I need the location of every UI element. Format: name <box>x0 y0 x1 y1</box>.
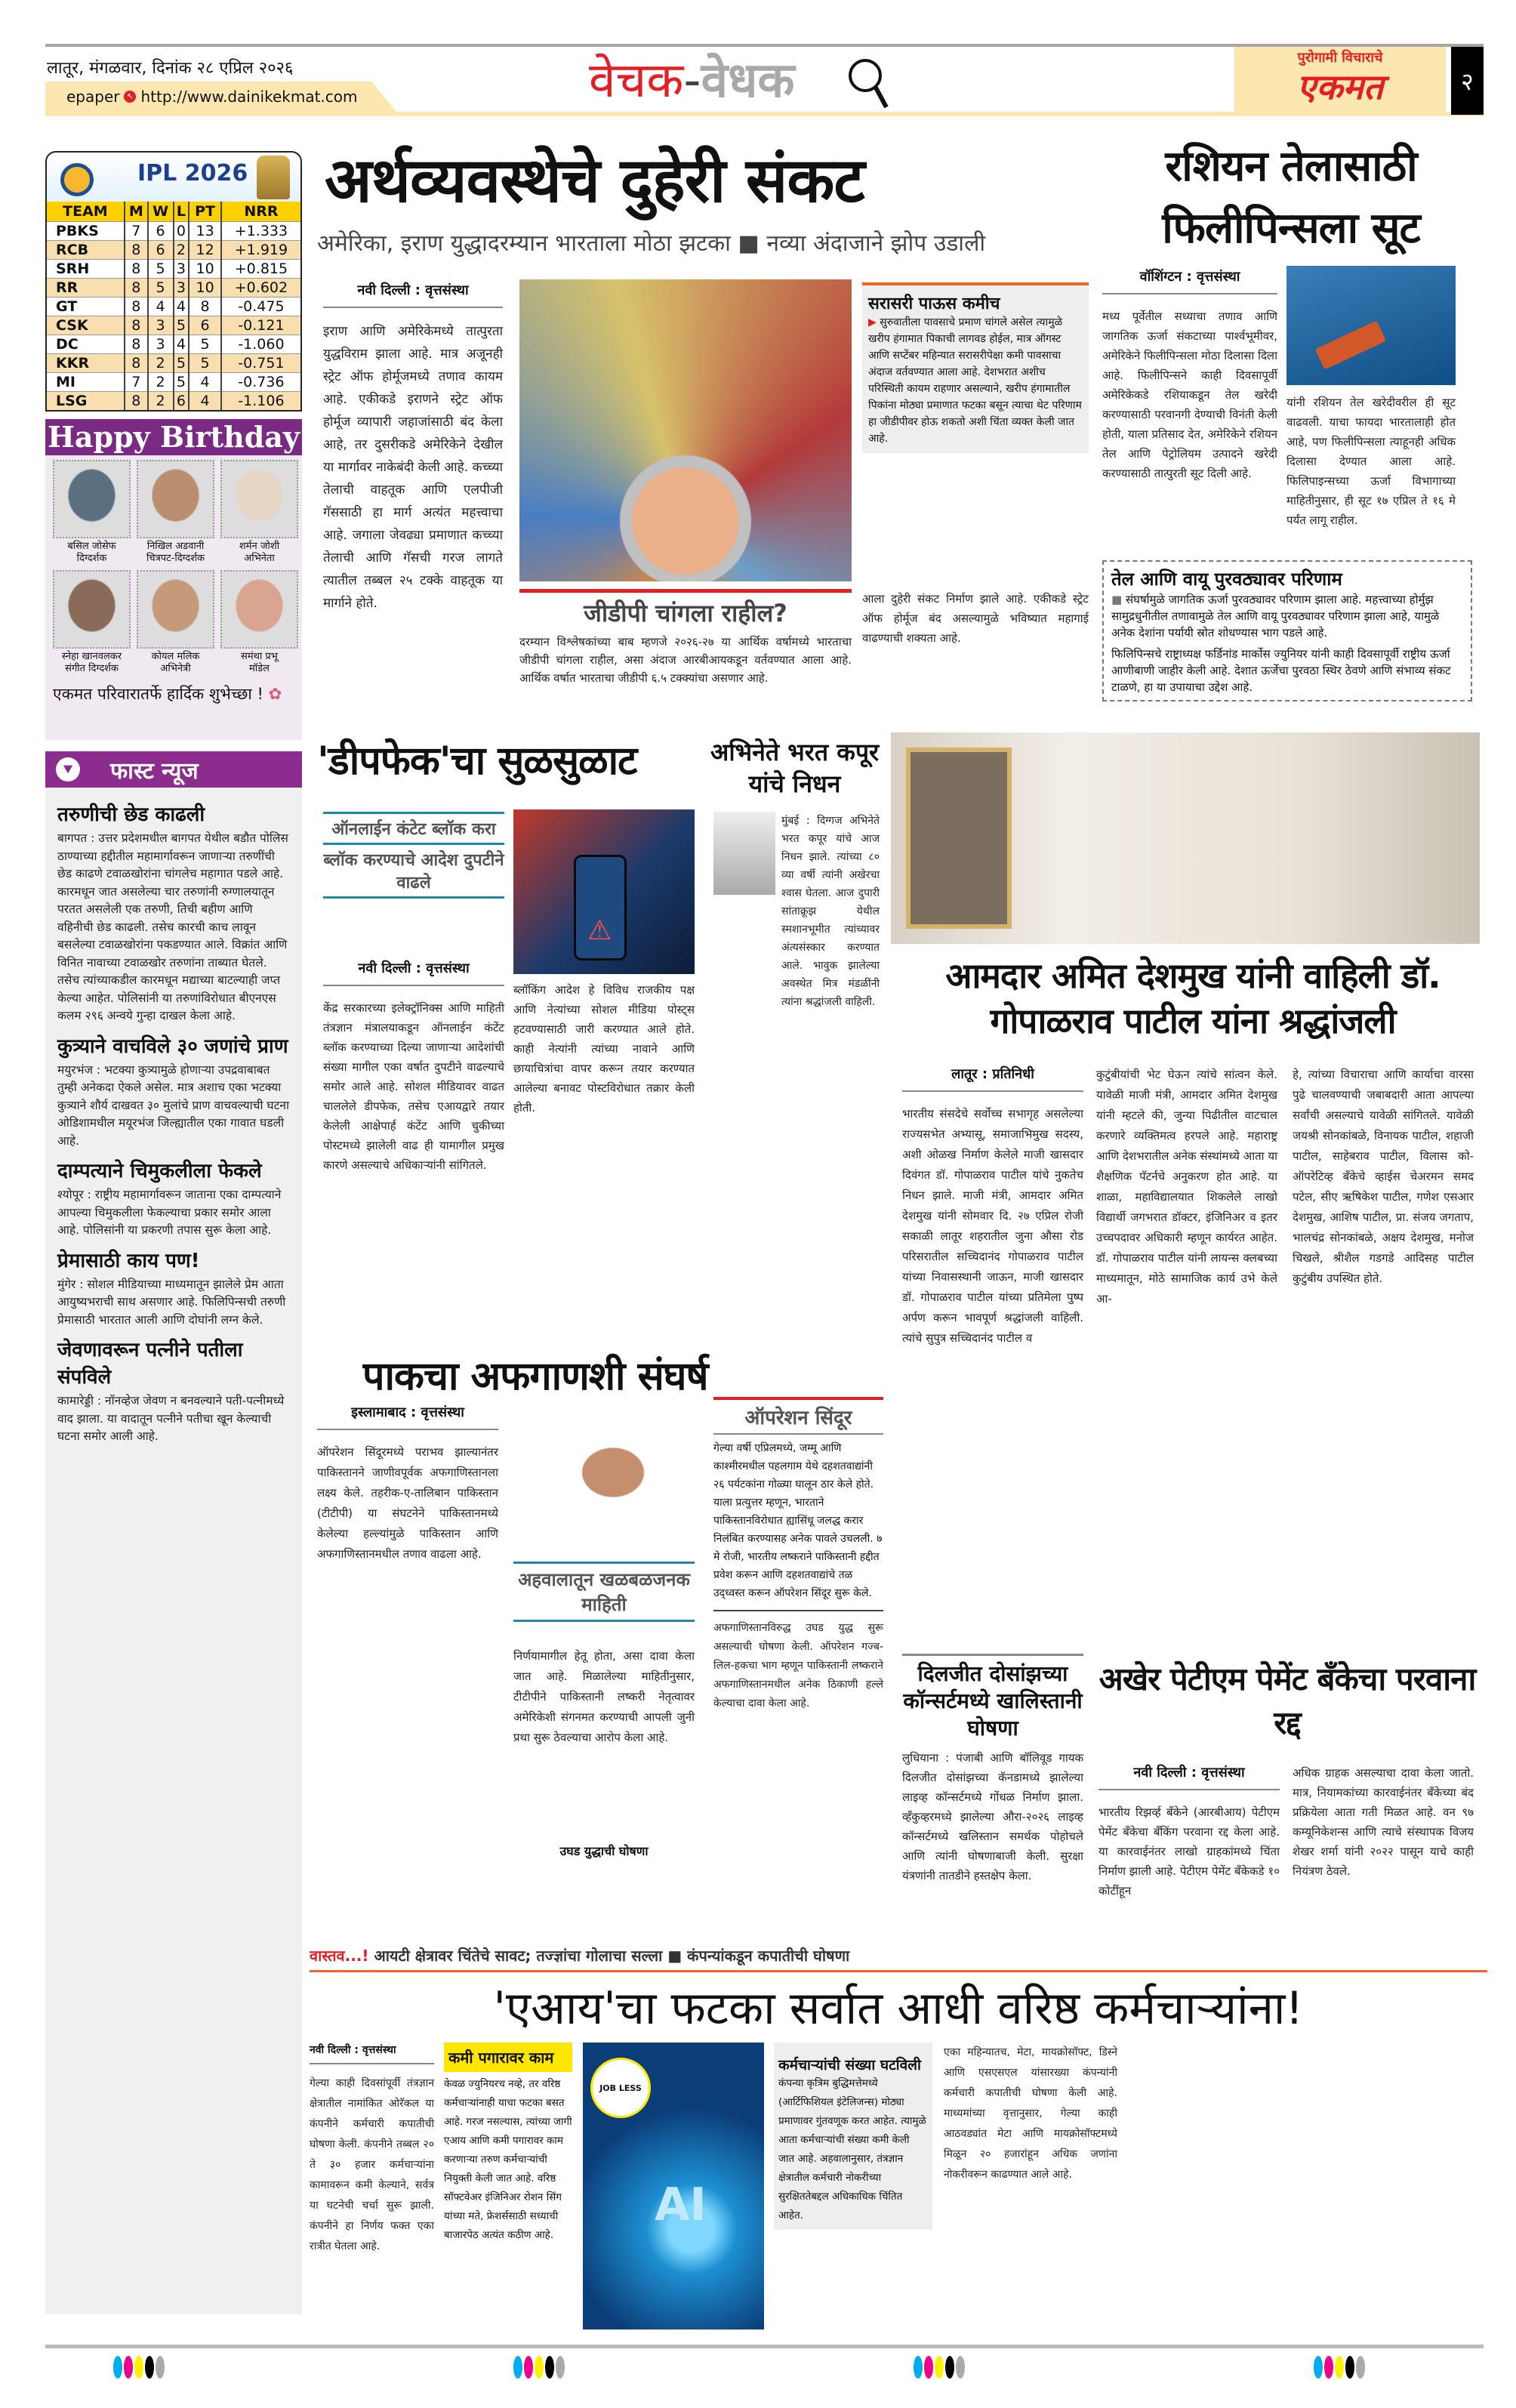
section-title-dash: - <box>683 53 701 109</box>
ipl-cell: 12 <box>189 241 221 260</box>
trophy-icon <box>257 156 290 199</box>
ipl-cell: 2 <box>148 354 174 373</box>
lead-photo-economy <box>519 279 852 581</box>
square-bullet-icon: ■ <box>1111 593 1123 606</box>
ai-photo <box>583 2043 764 2329</box>
epaper-url[interactable]: http://www.dainikekmat.com <box>140 88 358 106</box>
russia-body-2: यांनी रशियन तेल खरेदीवरील ही सूट वाढवली. याचा फायदा भारतालाही होत आहे, पण फिलीपिन्सला त्याहूनही अधिक दिलासा देण्यात आला आहे. फिलिपाइन्सच्या ऊर्जा विभागाच्या माहितीनुसार, ही सूट १७ एप्रिल ते १६ मे पर्यंत लागू राहील. <box>1286 396 1456 527</box>
diljit-body: लुधियाना : पंजाबी आणि बॉलिवूड गायक दिलजीत दोसांझच्या कॅनडामध्ये झालेल्या लाइव्ह कॉन्सर्टमध्ये गोंधळ निर्माण झाला. व्हँकुव्हरमध्ये झालेल्या औरा-२०२६ लाइव्ह कॉन्सर्टमध्ये खलिस्तान समर्थक पोहोचले आणि त्यांनी घोषणाबाजी केली. सुरक्षा यंत्रणांनी तातडीने हस्तक्षेप केला. <box>902 1751 1083 1882</box>
ipl-cell: -0.736 <box>221 373 300 392</box>
ipl-cell: 8 <box>125 260 148 279</box>
rain-sidebar-title: सरासरी पाऊस कमीच <box>868 294 1000 313</box>
ipl-cell: 2 <box>174 241 190 260</box>
birthday-photo <box>53 570 131 649</box>
pak-headline: पाकचा अफगाणशी संघर्ष <box>362 1354 708 1399</box>
birthday-name: स्नेहा खानवलकर <box>61 651 122 662</box>
ipl-row <box>47 298 300 316</box>
tanker-shape <box>1315 320 1386 369</box>
ipl-cell: -0.751 <box>221 354 300 373</box>
fast-news-headline: तरुणीची छेड काढली <box>57 803 205 826</box>
fast-news-text: मयुरभंज : भटक्या कुत्र्यामुळे होणाऱ्या उपद्रवाबाबत तुम्ही अनेकदा ऐकले असेल. मात्र अशाच एका भटक्या कुत्र्याने शौर्य दाखवत ३० मुलांचे प्राण वाचवल्याची घटना ओडिशामधील मयूरभंज जिल्ह्यातील एका गावात घडली आहे. <box>57 1062 290 1148</box>
rain-sidebar-text <box>868 314 1083 447</box>
ipl-row <box>47 335 300 354</box>
ipl-cell: 6 <box>189 316 221 335</box>
lead-body-cont: आला दुहेरी संकट निर्माण झाले आहे. एकीकडे स्ट्रेट ऑफ होर्मूज बंद असल्यामुळे भविष्यात महागाई वाढण्याची शक्यता आहे. <box>862 592 1089 645</box>
birthday-photo <box>137 460 214 538</box>
ipl-cell: RR <box>47 279 125 298</box>
ipl-column-header: TEAM <box>47 202 125 222</box>
russia-column-1 <box>1102 267 1277 483</box>
pak-subhead: उघड युद्धाची घोषणा <box>559 1844 649 1858</box>
ipl-column-header: PT <box>189 202 221 222</box>
section-title-part1: वेचक <box>589 53 684 109</box>
fast-news-list <box>45 788 302 1452</box>
ipl-cell: LSG <box>47 392 125 411</box>
birthday-name: बसिल जोसेफ <box>67 541 116 552</box>
pak-column-1 <box>317 1403 498 1565</box>
birthday-caption <box>53 538 131 567</box>
fast-news-panel <box>45 751 302 2314</box>
deshmukh-body-3: हे, त्यांच्या विचाराचा आणि कार्याचा वारसा पुढे चालवण्याची जबाबदारी आता आपल्या सर्वांची असल्याचे यावेळी सांगितले. यावेळी जयश्री सोनकांबळे, विनायक पाटील, शहाजी पाटील, साहेबराव पाटील, विलास को-ऑपरेटिव्ह बँकेचे व्हाईस चेअरमन समद पटेल, सीए ऋषिकेश पाटील, गणेश एसआर देशमुख, आशिष पाटील, प्रा. संजय जगताप, भालचंद्र सोनकांबळे, अक्षय देशमुख, मनोज चिखले, श्रीशैल गडगडे आदिसह पाटील कुटुंबीय उपस्थित होते. <box>1293 1068 1474 1285</box>
birthday-caption <box>220 538 298 567</box>
birthday-role: अभिनेत्री <box>160 663 191 674</box>
lead-caption-text: दरम्यान विश्लेषकांच्या बाब म्हणजे २०२६-२७ या आर्थिक वर्षामध्ये भारताचा जीडीपी चांगला राहील, असा अंदाज आरबीआयकडून वर्तवण्यात आला आहे. आर्थिक वर्षात भारताचा जीडीपी ६.५ टक्क्यांचा असणार आहे. <box>519 635 852 685</box>
birthday-person <box>137 460 214 567</box>
headcount-text: कंपन्या कृत्रिम बुद्धिमत्तेमध्ये (आर्टिफिशियल इंटेलिजन्स) मोठ्या प्रमाणावर गुंतवणूक करत आहेत. त्यामुळे आता कर्मचाऱ्यांची संख्या कमी केली जात आहे. अहवालानुसार, तंत्रज्ञान क्षेत्रातील कर्मचारी नोकरीच्या सुरक्षिततेबद्दल अधिकाधिक चिंतित आहेत. <box>778 2077 926 2221</box>
masthead-dateline: लातूर, मंगळवार, दिनांक २८ एप्रिल २०२६ <box>47 59 294 78</box>
birthday-name: कोयल मलिक <box>151 651 200 662</box>
birthday-photo <box>53 460 131 538</box>
fast-news-text: बागपत : उत्तर प्रदेशमधील बागपत येथील बडौत पोलिस ठाण्याच्या हद्दीतील महामार्गावरून जाणाऱ्या तरुणींची छेड काढणे टवाळखोरांना चांगलेच महागात पडले आहे. कारमधून जात असलेल्या चार तरुणांनी रुग्णालयातून परतत असलेली एक तरुणी, तिची बहीण आणि वहिनीची छेड काढली. तसेच कारची काच लावून बसलेल्या टवाळखोरांना पकडण्यात आले. विक्रांत आणि विनित नावाच्या टवाळखोर तरुणांना ताब्यात घेतले. तसेच त्यांच्याकडील कारमधून मद्याच्या बाटल्याही जप्त केल्या आहेत. पोलिसांनी या तरुणांविरोधात बीएनएस कलम २९६ अन्वये गुन्हा दाखल केला आहे. <box>57 831 288 1022</box>
portrait-frame <box>906 748 1012 929</box>
bouquet-icon: ✿ <box>268 685 282 703</box>
fast-news-text: श्योपूर : राष्ट्रीय महामार्गावरून जाताना एका दाम्पत्याने आपल्या चिमुकलीला फेकल्याचा प्रकार समोर आला आहे. पोलिसांनी या प्रकरणी तपास सुरू केला आहे. <box>57 1188 282 1237</box>
cursor-icon: ↖ <box>124 91 136 103</box>
ipl-title: IPL 2026 <box>137 160 248 187</box>
lead-column-1 <box>323 281 503 615</box>
deepfake-kicker <box>323 812 504 899</box>
ipl-row <box>47 241 300 260</box>
op-sindoor-title: ऑपरेशन सिंदूर <box>713 1397 883 1435</box>
low-pay-box <box>444 2043 572 2245</box>
ticker-bar <box>310 1945 1487 1972</box>
ipl-cell: 6 <box>148 222 174 241</box>
birthday-role: मॉडेल <box>249 663 270 674</box>
pak-photo-kicker: अहवालातून खळबळजनक माहिती <box>513 1562 695 1622</box>
fast-news-item <box>57 1156 290 1240</box>
birthday-photo <box>220 570 298 649</box>
ipl-column-header: W <box>148 202 174 222</box>
fast-news-headline: दाम्पत्याने चिमुकलीला फेकले <box>57 1160 262 1182</box>
ipl-cell: SRH <box>47 260 125 279</box>
birthday-caption <box>220 649 298 677</box>
ipl-cell: +1.333 <box>221 222 300 241</box>
ipl-cell: 4 <box>174 298 190 316</box>
registration-marks-3 <box>914 2356 966 2382</box>
lead-headline: अर्थव्यवस्थेचे दुहेरी संकट <box>325 145 864 217</box>
deepfake-body-2: ब्लॉकिंग आदेश हे विविध राजकीय पक्ष आणि नेत्यांच्या सोशल मीडिया पोस्ट्स हटवण्यासाठी जारी करण्यात आले होते. काही नेत्यांनी त्यांच्या नावाने आणि छायाचित्रांचा वापर करून तयार करण्यात आलेल्या बनावट पोस्टविरोधात तक्रार केली होती. <box>513 983 695 1115</box>
brand-logo <box>1234 47 1446 115</box>
section-title <box>589 47 795 115</box>
ipl-column-header: L <box>174 202 190 222</box>
birthday-role: अभिनेता <box>244 553 275 564</box>
brand-name: एकमत <box>1296 66 1384 107</box>
deepfake-photo-phone <box>513 809 695 974</box>
low-pay-title: कमी पगारावर काम <box>444 2043 572 2072</box>
ipl-cell: 13 <box>189 222 221 241</box>
ai-column-1 <box>310 2043 434 2257</box>
paytm-column-1 <box>1098 1763 1280 1901</box>
headcount-title: कर्मचाऱ्यांची संख्या घटविली <box>778 2057 921 2073</box>
ipl-cell: +0.815 <box>221 260 300 279</box>
russia-headline: रशियन तेलासाठी फिलीपिन्सला सूट <box>1162 142 1420 253</box>
op-sindoor-box <box>713 1397 883 1713</box>
ipl-cell: 6 <box>174 392 190 411</box>
ipl-cell: 8 <box>125 354 148 373</box>
ipl-cell: 2 <box>148 373 174 392</box>
russia-dateline: वॉशिंग्टन : वृत्तसंस्था <box>1102 267 1277 294</box>
ticker-text: आयटी क्षेत्रावर चिंतेचे सावट; तज्ज्ञांचा गोलाचा सल्ला ■ कंपन्यांकडून कपातीची घोषणा <box>374 1947 850 1965</box>
ipl-cell: 8 <box>125 298 148 316</box>
ipl-points-table <box>45 151 302 412</box>
lead-photo-caption: जीडीपी चांगला राहील? <box>584 599 787 627</box>
ipl-cell: 8 <box>189 298 221 316</box>
fast-news-item <box>57 1335 290 1446</box>
paytm-dateline: नवी दिल्ली : वृत्तसंस्था <box>1098 1763 1280 1790</box>
ipl-column-header: M <box>125 202 148 222</box>
oil-gas-box <box>1102 560 1472 701</box>
oil-gas-box-text2: फिलिपिन्सचे राष्ट्राध्यक्ष फर्डिनांड मार्कोस ज्युनियर यांनी काही दिवसापूर्वी राष्ट्रीय ऊर्जा आणीबाणी जाहीर केली आहे. देशात ऊर्जेचा पुरवठा स्थिर ठेवणे आणि संभाव्य संकट टाळणे, हा या उपायाचा उद्देश आहे. <box>1111 647 1451 694</box>
ai-headline: 'एआय'चा फटका सर्वात आधी वरिष्ठ कर्मचाऱ्यांना! <box>493 1982 1304 2035</box>
ipl-cell: RCB <box>47 241 125 260</box>
ticker-label: वास्तव...! <box>310 1947 369 1965</box>
oil-gas-box-text1 <box>1111 591 1463 641</box>
birthday-wish <box>45 682 302 706</box>
oil-gas-box-title: तेल आणि वायू पुरवठ्यावर परिणाम <box>1111 569 1342 590</box>
birthday-title: Happy Birthday <box>45 419 302 455</box>
kapoor-body: मुंबई : दिग्गज अभिनेते भरत कपूर यांचे आज निधन झाले. त्यांच्या ८० व्या वर्षी त्यांनी अखेरचा श्वास घेतला. आज दुपारी सांताक्रूझ येथील स्मशानभूमीत त्यांच्यावर अंत्यसंस्कार करण्यात आले. भावुक झालेल्या अवस्थेत मित्र मंडळींनी त्यांना श्रद्धांजली वाहिली. <box>781 815 880 1008</box>
ipl-cell: 2 <box>148 392 174 411</box>
russia-body: मध्य पूर्वेतील सध्याचा तणाव आणि जागतिक ऊर्जा संकटाच्या पार्श्वभूमीवर, अमेरिकेने फिलीपिन्सला मोठा दिलासा दिला आहे. फिलीपिन्सने काही दिवसापूर्वी अमेरिकेकडे रशियाकडून तेल खरेदी करण्यासाठी परवानगी देण्याची विनंती केली होती, याला प्रतिसाद देत, अमेरिकेने रशियन तेल आणि पेट्रोलियम उत्पादने खरेदी करण्यासाठी तात्पुरती सूट दिली आहे. <box>1102 310 1277 480</box>
deshmukh-body-2: कुटुंबीयांची भेट घेऊन त्यांचे सांत्वन केले. यावेळी माजी मंत्री, आमदार अमित देशमुख यांनी म्हटले की, जुन्या पिढीतील वाटचाल करणारे व्यक्तिमत्व हरपले आहे. महाराष्ट्र आणि देशभरातील अनेक संस्थांमध्ये आता या शैक्षणिक पॅटर्नचे अनुकरण होत आहे. या शाळा, महाविद्यालयात शिकलेले लाखो विद्यार्थी जगभरात डॉक्टर, इंजिनिअर व इतर उच्चपदावर अधिकारी म्हणून कार्यरत आहेत. डॉ. गोपाळराव पाटील यांनी लायन्स क्लबच्या माध्यमातून, मोठे सामाजिक कार्य उभे केले आ- <box>1096 1068 1277 1306</box>
deepfake-headline: 'डीपफेक'चा सुळसुळाट <box>317 738 637 784</box>
ipl-cell: -1.106 <box>221 392 300 411</box>
ipl-cell: 6 <box>148 241 174 260</box>
fast-news-item <box>57 800 290 1025</box>
ipl-column-header: NRR <box>221 202 300 222</box>
ipl-cell: 5 <box>174 354 190 373</box>
diljit-headline: दिलजीत दोसांझच्या कॉन्सर्टमध्ये खालिस्तानी घोषणा <box>903 1661 1083 1740</box>
job-less-badge: JOB LESS <box>590 2058 651 2118</box>
ipl-cell: 10 <box>189 279 221 298</box>
ipl-row <box>47 260 300 279</box>
fast-news-headline: कुत्र्याने वाचविले ३० जणांचे प्राण <box>57 1034 288 1058</box>
birthday-person <box>220 460 298 567</box>
ipl-cell: 4 <box>174 335 190 354</box>
registration-marks-2 <box>513 2356 566 2382</box>
ipl-row <box>47 222 300 241</box>
page-number: २ <box>1451 47 1484 115</box>
ipl-row <box>47 392 300 411</box>
ipl-cell: 4 <box>189 392 221 411</box>
pak-dateline: इस्लामाबाद : वृत्तसंस्था <box>317 1403 498 1430</box>
fast-news-header <box>45 751 302 788</box>
birthday-role: चित्रपट-दिग्दर्शक <box>146 553 205 564</box>
footer-rule <box>45 2345 1484 2348</box>
ipl-cell: +0.602 <box>221 279 300 298</box>
ipl-cell: 0 <box>174 222 190 241</box>
pak-photo-official <box>513 1420 695 1552</box>
ipl-cell: 3 <box>174 260 190 279</box>
birthday-name: समंथा प्रभू <box>241 651 278 662</box>
ipl-cell: +1.919 <box>221 241 300 260</box>
ipl-cell: 5 <box>174 316 190 335</box>
deepfake-column-1 <box>323 959 504 1175</box>
lead-dateline: नवी दिल्ली : वृत्तसंस्था <box>323 281 503 308</box>
kapoor-headline: अभिनेते भरत कपूर यांचे निधन <box>710 738 880 798</box>
epaper-label: epaper <box>66 88 120 106</box>
fast-news-title: फास्ट न्यूज <box>110 757 199 785</box>
rain-sidebar-body: सुरुवातीला पावसाचे प्रमाण चांगले असेल त्यामुळे खरीप हंगामात पिकाची लागवड होईल, मात्र ऑगस्ट आणि सप्टेंबर महिन्यात सरासरीपेक्षा कमी पावसाचा अंदाज वर्तवण्यात आला आहे. देशभरात अशीच परिस्थिती कायम राहणार असल्याने, खरीप हंगामातील पिकांना मोठ्या प्रमाणात फटका बसून त्याचा थेट परिणाम हा जीडीपीवर होऊ शकतो अशी चिंता व्यक्त केली जात आहे. <box>868 316 1082 445</box>
ipl-cell: 5 <box>148 260 174 279</box>
birthday-caption <box>137 649 214 677</box>
warning-icon: ⚠ <box>587 915 612 946</box>
ai-body-2: एका महिन्यातच, मेटा, मायक्रोसॉफ्ट, डिस्ने आणि एसएसएल यांसारख्या कंपन्यांनी कर्मचारी कपातीची घोषणा केली आहे. माध्यमांच्या वृत्तानुसार, गेल्या काही आठवड्यांत मेटा आणि मायक्रोसॉफ्टमध्ये मिळून २० हजारांहून अधिक जणांना नोकरीवरून काढण्यात आले आहे. <box>944 2046 1117 2181</box>
ipl-cell: 5 <box>148 279 174 298</box>
ipl-cell: PBKS <box>47 222 125 241</box>
fast-news-headline: प्रेमासाठी काय पण! <box>57 1249 200 1272</box>
deepfake-kicker-1: ऑनलाईन कंटेट ब्लॉक करा <box>323 812 504 843</box>
ipl-cell: 8 <box>125 335 148 354</box>
birthday-name: शर्मन जोशी <box>239 541 280 552</box>
ipl-cell: 3 <box>148 316 174 335</box>
section-title-part2: वेधक <box>701 53 795 109</box>
triangle-bullet-icon: ▶ <box>868 316 877 328</box>
deshmukh-column-1 <box>902 1065 1083 1349</box>
double-chevron-down-icon: ⯆ <box>56 757 80 782</box>
op-sindoor-text-2: अफगाणिस्तानविरुद्ध उघड युद्ध सुरू असल्याची घोषणा केली. ऑपरेशन गज्ब-लिल-हकचा भाग म्हणून पाकिस्तानी लष्कराने अफगाणिस्तानमधील अनेक ठिकाणी हल्ले केल्याचा दावा केला आहे. <box>713 1622 883 1710</box>
ipl-cell: 10 <box>189 260 221 279</box>
deshmukh-dateline: लातूर : प्रतिनिधी <box>902 1065 1083 1092</box>
ipl-cell: 7 <box>125 373 148 392</box>
diljit-box <box>902 1654 1083 1885</box>
ipl-cell: 8 <box>125 279 148 298</box>
headcount-box <box>774 2043 932 2230</box>
deshmukh-body: भारतीय संसदेचे सर्वोच्च सभागृह असलेल्या राज्यसभेत अभ्यासू, समाजाभिमुख सदस्य, अशी ओळख निर्माण केलेले माजी खासदार दिवंगत डॉ. गोपाळराव पाटील यांचे नुकतेच निधन झाले. माजी मंत्री, आमदार अमित देशमुख यांनी सोमवार दि. २७ एप्रिल रोजी सकाळी लातूर शहरातील जुना औसा रोड परिसरातील सच्चिदानंद गोपाळराव पाटील यांच्या निवासस्थानी जाऊन, माजी खासदार डॉ. गोपाळराव पाटील यांच्या प्रतिमेला पुष्प अर्पण करून भावपूर्ण श्रद्धांजली वाहिली. त्यांचे सुपुत्र सच्चिदानंद पाटील व <box>902 1107 1083 1345</box>
brand-tagline: पुरोगामी विचाराचे <box>1297 50 1383 66</box>
paytm-headline: अखेर पेटीएम पेमेंट बँकेचा परवाना रद्द <box>1098 1660 1476 1741</box>
fast-news-text: कामारेड्डी : नॉनव्हेज जेवण न बनवल्याने पती-पत्नीमध्ये वाद झाला. या वादातून पत्नीने पतीचा खून केल्याची घटना समोर आली आहे. <box>57 1394 285 1443</box>
deepfake-dateline: नवी दिल्ली : वृत्तसंस्था <box>323 959 504 986</box>
epaper-link[interactable] <box>66 88 358 106</box>
ipl-cell: 8 <box>125 392 148 411</box>
birthday-person <box>53 570 131 677</box>
paytm-body-2: अधिक ग्राहक असल्याचा दावा केला जातो. मात्र, नियामकांच्या कारवाईनंतर बँकेच्या बंद प्रक्रियेला आता गती मिळत आहे. वन ९७ कम्यूनिकेशन्स आणि त्याचे संस्थापक विजय शेखर शर्मा यांनी २०२२ पासून याचे काही नियंत्रण ठेवले. <box>1293 1766 1474 1878</box>
deepfake-kicker-2: ब्लॉक करण्याचे आदेश दुपटीने वाढले <box>323 843 504 899</box>
ipl-cell: 7 <box>125 222 148 241</box>
ipl-cell: 5 <box>174 373 190 392</box>
paytm-body: भारतीय रिझर्व्ह बँकेने (आरबीआय) पेटीएम पेमेंट बँकेचा बँकिंग परवाना रद्द केला आहे. या कारवाईनंतर लाखो ग्राहकांमध्ये चिंता निर्माण झाली आहे. पेटीएम पेमेंट बँकेकडे १० कोटींहून <box>1098 1805 1280 1898</box>
registration-marks-4 <box>1314 2356 1367 2382</box>
fast-news-item <box>57 1031 290 1151</box>
birthday-grid <box>45 455 302 682</box>
ipl-cell: KKR <box>47 354 125 373</box>
bcci-logo-icon <box>60 163 94 196</box>
birthday-role: संगीत दिग्दर्शक <box>65 663 119 674</box>
ipl-cell: 4 <box>189 373 221 392</box>
ipl-cell: 4 <box>148 298 174 316</box>
oil-gas-box-body1: संघर्षामुळे जागतिक ऊर्जा पुरवठ्यावर परिणाम झाला आहे. महत्त्वाच्या होर्मुझ सामुद्रधुनीतील तणावामुळे तेल आणि वायू पुरवठ्यावर परिणाम झाला आहे, यामुळे अनेक देशांना पर्यायी स्रोत शोधण्यास भाग पडले आहे. <box>1111 593 1440 640</box>
ipl-cell: 5 <box>189 335 221 354</box>
birthday-person <box>137 570 214 677</box>
lead-body: इराण आणि अमेरिकेमध्ये तात्पुरता युद्धविराम झाला आहे. मात्र अजूनही स्ट्रेट ऑफ होर्मूजमध्ये तणाव कायम आहे. एकीकडे इराणने स्ट्रेट ऑफ होर्मूज व्यापारी जहाजांसाठी बंद केला आहे, तर दुसरीकडे अमेरिकेने देखील या मार्गावर नाकेबंदी केली आहे. कच्च्या तेलाची वाहतूक आणि एलपीजी गॅससाठी हा मार्ग अत्यंत महत्त्वाचा आहे. जगाला जेवढ्या प्रमाणात कच्च्या तेलाची आणि गॅसची गरज लागते त्यातील तब्बल २५ टक्के वाहतूक या मार्गाने होते. <box>323 324 503 611</box>
birthday-person <box>53 460 131 567</box>
ipl-row <box>47 354 300 373</box>
ipl-row <box>47 316 300 335</box>
magnifier-icon <box>846 47 891 115</box>
ai-photo-text: AI <box>655 2178 707 2231</box>
ipl-cell: GT <box>47 298 125 316</box>
ipl-cell: 3 <box>148 335 174 354</box>
birthday-photo <box>137 570 214 649</box>
ipl-cell: 8 <box>125 241 148 260</box>
pak-body-2: निर्णयामागील हेतू होता, असा दावा केला जात आहे. मिळालेल्या माहितीनुसार, टीटीपीने पाकिस्तानी लष्करी नेतृत्वावर अमेरिकेशी संगनमत करण्याची आपली जुनी प्रथा सुरू ठेवल्याचा आरोप केला आहे. <box>513 1649 695 1744</box>
deepfake-body: केंद्र सरकारच्या इलेक्ट्रॉनिक्स आणि माहिती तंत्रज्ञान मंत्रालयाकडून ऑनलाईन कंटेंट ब्लॉक करण्याच्या दिल्या जाणाऱ्या आदेशांची संख्या मागील एका वर्षात दुपटीने वाढल्याचे समोर आले आहे. सोशल मीडियावर वाढत चाललेले डीपफेक, तसेच एआयद्वारे तयार केलेली आक्षेपार्ह कंटेंट आणि चुकीच्या पोस्टमध्ये झालेली वाढ ही यामागील प्रमुख कारणे असल्याचे अधिकाऱ्यांनी सांगितले. <box>323 1001 504 1172</box>
ipl-cell: 5 <box>189 354 221 373</box>
ipl-cell: CSK <box>47 316 125 335</box>
fast-news-item <box>57 1246 290 1330</box>
birthday-caption <box>137 538 214 567</box>
lead-photo-rule <box>519 589 852 593</box>
birthday-wish-text: एकमत परिवारातर्फे हार्दिक शुभेच्छा ! <box>53 685 263 703</box>
fast-news-text: मुंगेर : सोशल मीडियाच्या माध्यमातून झालेले प्रेम आता आयुष्यभराची साथ असणार आहे. फिलिपिन्सची तरुणी प्रेमासाठी भारतात आली आणि दोघांनी लग्न केले. <box>57 1277 286 1327</box>
rain-sidebar <box>862 282 1089 453</box>
ai-dateline: नवी दिल्ली : वृत्तसंस्था <box>310 2043 434 2064</box>
birthday-box <box>45 419 302 740</box>
deshmukh-headline: आमदार अमित देशमुख यांनी वाहिली डॉ. गोपाळराव पाटील यांना श्रद्धांजली <box>945 955 1441 1041</box>
birthday-person <box>220 570 298 677</box>
birthday-name: निखिल अडवानी <box>146 541 205 552</box>
ipl-cell: DC <box>47 335 125 354</box>
ipl-cell: -0.475 <box>221 298 300 316</box>
russia-photo-tankers <box>1286 266 1456 385</box>
registration-marks-1 <box>113 2356 166 2382</box>
lead-subheadline: अमेरिका, इराण युद्धादरम्यान भारताला मोठा झटका ■ नव्या अंदाजाने झोप उडाली <box>317 230 986 257</box>
deshmukh-photo <box>891 732 1480 944</box>
fast-news-headline: जेवणावरून पत्नीने पतीला संपविले <box>57 1339 243 1389</box>
op-sindoor-text: गेल्या वर्षी एप्रिलमध्ये, जम्मू आणि काश्मीरमधील पहलगाम येथे दहशतवाद्यांनी २६ पर्यटकांना गोळ्या घालून ठार केले होते. याला प्रत्युत्तर म्हणून, भारताने पाकिस्तानविरोधात ह्यासिंधू जलद्ध करार निलंबित करण्यासह अनेक पावले उचलली. ७ मे रोजी, भारतीय लष्कराने पाकिस्तानी हद्दीत प्रवेश करून आणि दहशतवाद्यांचे तळ उद्ध्वस्त करून ऑपरेशन सिंदूर सुरू केले. <box>713 1442 883 1599</box>
ipl-cell: MI <box>47 373 125 392</box>
op-sindoor-rule <box>713 1610 883 1611</box>
ipl-cell: 8 <box>125 316 148 335</box>
ipl-row <box>47 279 300 298</box>
pak-body: ऑपरेशन सिंदूरमध्ये पराभव झाल्यानंतर पाकिस्तानने जाणीवपूर्वक अफगाणिस्तानला लक्ष्य केले. तहरीक-ए-तालिबान पाकिस्तान (टीटीपी) या संघटनेने पाकिस्तानमध्ये केलेल्या हल्ल्यांमुळे पाकिस्तान आणि अफगाणिस्तानमधील तणाव वाढला आहे. <box>317 1445 498 1561</box>
ipl-cell: -0.121 <box>221 316 300 335</box>
birthday-role: दिग्दर्शक <box>76 553 107 564</box>
low-pay-text: केवळ ज्युनियरच नव्हे, तर वरिष्ठ कर्मचाऱ्यांनाही याचा फटका बसत आहे. गरज नसल्यास, त्यांच्या जागी एआय आणि कमी पगारावर काम करणाऱ्या तरुण कर्मचाऱ्यांची नियुक्ती केली जात आहे. वरिष्ठ सॉफ्टवेअर इंजिनिअर रोशन सिंग यांच्या मते, फ्रेशर्ससाठी सध्याची बाजारपेठ अत्यंत कठीण आहे. <box>444 2078 572 2241</box>
birthday-photo <box>220 460 298 538</box>
ai-body: गेल्या काही दिवसांपूर्वी तंत्रज्ञान क्षेत्रातील नामांकित ओरॅकल या कंपनीने कर्मचारी कपातीची घोषणा केली. कंपनीने तब्बल २० ते ३० हजार कर्मचाऱ्यांना कामावरून कमी केल्याने, सर्वत्र या घटनेची चर्चा सुरू झाली. कंपनीने हा निर्णय फक्त एका रात्रीत घेतला आहे. <box>310 2077 434 2252</box>
ipl-cell: 3 <box>174 279 190 298</box>
ipl-table <box>47 202 300 410</box>
ipl-cell: -1.060 <box>221 335 300 354</box>
birthday-caption <box>53 649 131 677</box>
ipl-row <box>47 373 300 392</box>
kapoor-photo <box>713 812 775 895</box>
